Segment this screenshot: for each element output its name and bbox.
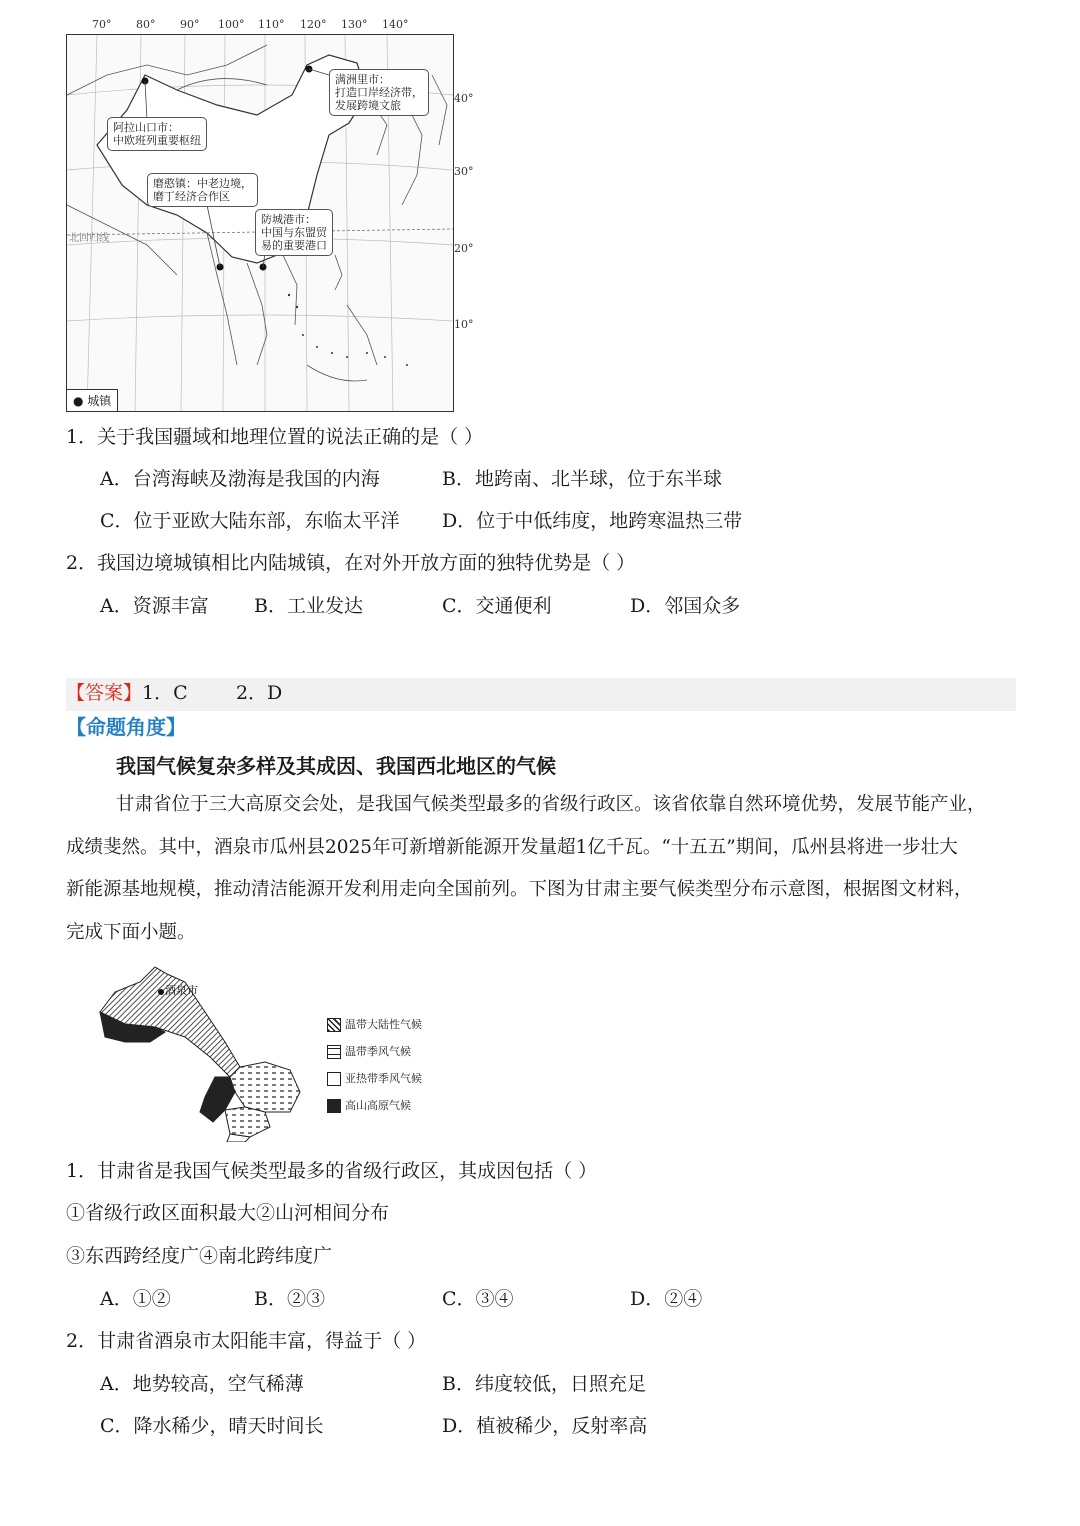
question-1-stem: 1．甘肃省是我国气候类型最多的省级行政区，其成因包括（ ） [66,1160,598,1182]
callout-line: 发展跨境文旅 [335,99,401,112]
lat-label: 20° [454,242,474,255]
question-1-stem: 1．关于我国疆域和地理位置的说法正确的是（ ） [66,426,484,448]
callout-line: 打造口岸经济带， [335,86,423,99]
callout-line: 磨憨镇：中老边境， [153,177,252,190]
lat-label: 40° [454,92,474,105]
legend-item [327,1016,422,1032]
question-2-stem: 2．我国边境城镇相比内陆城镇，在对外开放方面的独特优势是（ ） [66,552,636,574]
legend-item [327,1097,411,1113]
option-b: B．纬度较低，日照充足 [442,1373,646,1395]
option-a: A．地势较高，空气稀薄 [100,1373,304,1395]
option-c: C．降水稀少，晴天时间长 [100,1415,324,1437]
legend-label: 温带季风气候 [345,1045,411,1058]
lat-label: 10° [454,318,474,331]
answer-line [66,680,282,706]
hatch-swatch-icon [327,1018,341,1032]
callout-mohan [147,173,258,207]
asia-map [66,34,454,412]
paragraph-line: 新能源基地规模，推动清洁能源开发利用走向全国前列。下图为甘肃主要气候类型分布示意图，根据图文材料， [66,879,973,900]
lon-label: 90° [180,18,200,31]
map-legend: ● 城镇 [67,389,118,411]
statement-line: ①省级行政区面积最大②山河相间分布 [66,1202,390,1224]
option-c: C．③④ [442,1288,514,1310]
lon-label: 120° [300,18,327,31]
option-d: D．邻国众多 [630,595,741,617]
callout-line: 易的重要港口 [261,239,327,252]
lon-label: 70° [92,18,112,31]
lon-label: 110° [258,18,285,31]
section-tag: 【命题角度】 [66,715,186,739]
gansu-climate-map [95,962,435,1142]
lon-label: 80° [136,18,156,31]
callout-fangchenggang [255,209,333,256]
blank-swatch-icon [327,1072,341,1086]
paragraph-line: 完成下面小题。 [66,922,196,943]
callout-manzhouli [329,69,429,116]
option-b: B．工业发达 [254,595,363,617]
lon-label: 100° [218,18,245,31]
dash-swatch-icon [327,1045,341,1059]
statement-line: ③东西跨经度广④南北跨纬度广 [66,1245,333,1267]
option-b: B．地跨南、北半球，位于东半球 [442,468,722,490]
paragraph-line: 成绩斐然。其中，酒泉市瓜州县2025年可新增新能源开发量超1亿千瓦。“十五五”期间，瓜州县将进一步壮大 [66,837,958,858]
question-2-stem: 2．甘肃省酒泉市太阳能丰富，得益于（ ） [66,1330,427,1352]
callout-line: 满洲里市： [335,73,390,86]
callout-line: 防城港市： [261,213,316,226]
legend-label: 亚热带季风气候 [345,1072,422,1085]
legend-label: 温带大陆性气候 [345,1018,422,1031]
legend-item [327,1043,411,1059]
option-a: A．资源丰富 [100,595,209,617]
option-c: C．位于亚欧大陆东部，东临太平洋 [100,510,400,532]
callout-line: 中欧班列重要枢纽 [113,134,201,147]
callout-line: 磨丁经济合作区 [153,190,230,203]
section-title: 我国气候复杂多样及其成因、我国西北地区的气候 [116,754,556,778]
option-d: D．②④ [630,1288,703,1310]
answer-text: 1．C 2．D [142,682,283,704]
option-c: C．交通便利 [442,595,552,617]
callout-line: 中国与东盟贸 [261,226,327,239]
lon-label: 140° [382,18,409,31]
option-d: D．植被稀少，反射率高 [442,1415,648,1437]
paragraph-line: 甘肃省位于三大高原交会处，是我国气候类型最多的省级行政区。该省依靠自然环境优势，发展节能产业， [116,794,986,815]
option-d: D．位于中低纬度，地跨寒温热三带 [442,510,743,532]
callout-line: 阿拉山口市： [113,121,179,134]
city-label: 酒泉市 [165,984,198,997]
lon-label: 130° [341,18,368,31]
legend-label: 高山高原气候 [345,1099,411,1112]
tropic-label: 北回归线 [69,233,109,244]
legend-item [327,1070,422,1086]
option-b: B．②③ [254,1288,325,1310]
answer-tag: 【答案】 [66,682,143,704]
lat-label: 30° [454,165,474,178]
callout-alashankou [107,117,207,151]
gansu-map-drawing [95,962,315,1142]
option-a: A．①② [100,1288,171,1310]
option-a: A．台湾海峡及渤海是我国的内海 [100,468,380,490]
solid-swatch-icon [327,1099,341,1113]
